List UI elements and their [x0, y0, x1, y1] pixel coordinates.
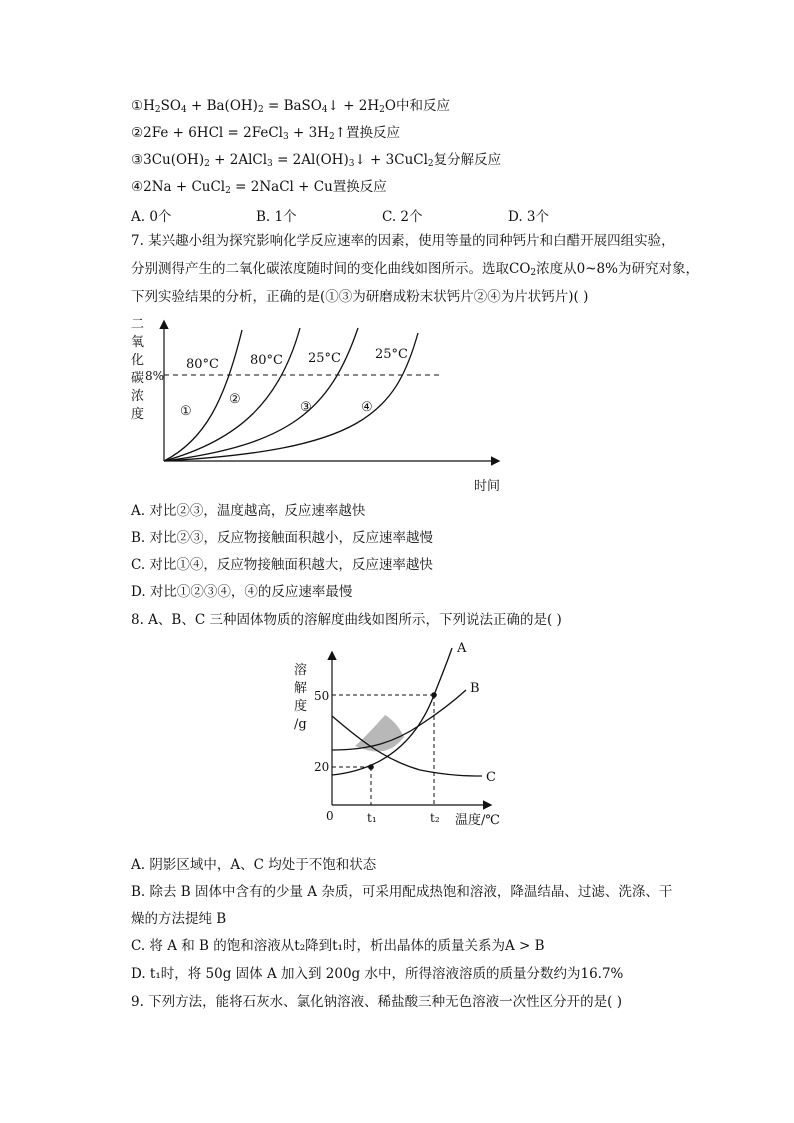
q8-option-d: D. t₁时，将 50g 固体 A 加入到 200g 水中，所得溶液溶质的质量分数约为16.7%	[131, 966, 624, 982]
q8-option-b-line-2: 燥的方法提纯 B	[131, 911, 227, 927]
q7-option-a: A. 对比②③，温度越高，反应速率越快	[131, 503, 366, 519]
q7-option-d: D. 对比①②③④，④的反应速率最慢	[131, 584, 353, 600]
chart7-series-label-1: ①	[180, 404, 192, 419]
chart7-curve-4	[164, 333, 418, 461]
q6-option-a: A. 0个	[131, 209, 172, 225]
chart8-point-t2	[431, 692, 437, 698]
chart8-ytick-20: 20	[314, 760, 330, 774]
q6-option-b: B. 1个	[256, 209, 297, 225]
chart8-xtick-t1: t₁	[367, 811, 377, 825]
chart7-curve-2	[164, 328, 300, 461]
chart7-temp-1: 80°C	[186, 357, 219, 372]
chart7-ylabel-2: 氧	[131, 335, 145, 350]
chart7-ylabel-1: 二	[131, 317, 145, 332]
chart7-series-label-3: ③	[300, 400, 312, 415]
chart8-ylabel-2: 解	[294, 681, 308, 696]
chart8-point-t1	[368, 764, 374, 770]
chart8-ylabel-3: 度	[294, 699, 308, 714]
chart8-label-a: A	[457, 641, 467, 656]
q7-option-c: C. 对比①④，反应物接触面积越大，反应速率越快	[131, 557, 433, 573]
chart7-ylabel-6: 度	[131, 407, 145, 422]
chart7-xlabel: 时间	[474, 479, 501, 494]
chart8-shaded-region	[355, 715, 404, 751]
chart8-ylabel-1: 溶	[294, 663, 308, 678]
chart7-temp-4: 25°C	[375, 347, 408, 362]
chart8-curve-c	[332, 716, 482, 776]
chart7-ylabel-4: 碳	[131, 371, 145, 386]
chart7-series-label-2: ②	[229, 392, 241, 407]
chart7-curve-3	[164, 328, 358, 461]
q9-stem: 9. 下列方法，能将石灰水、氯化钠溶液、稀盐酸三种无色溶液一次性区分开的是( )	[131, 994, 622, 1010]
q7-stem-line-3: 下列实验结果的分析，正确的是(①③为研磨成粉末状钙片②④为片状钙片)( )	[131, 289, 589, 305]
q8-option-b-line-1: B. 除去 B 固体中含有的少量 A 杂质，可采用配成热饱和溶液，降温结晶、过滤、洗涤、干	[131, 884, 673, 900]
q7-option-b: B. 对比②③，反应物接触面积越小，反应速率越慢	[131, 530, 434, 546]
reaction-3: $③3Cu(OH)_2$ + 2AlCl$_3$ = $2Al(OH)_3↓$ + 3CuCl$_2$复分解反应	[131, 152, 502, 169]
chart7-curve-1	[164, 330, 242, 461]
q6-option-d: D. 3个	[508, 209, 550, 225]
chart8-xlabel: 温度/℃	[455, 813, 500, 828]
reaction-4: ④2Na + CuCl$_2$ = 2NaCl + Cu置换反应	[131, 179, 387, 196]
chart8-curve-b	[332, 690, 466, 750]
chart8-label-c: C	[486, 770, 496, 785]
chart8-origin: 0	[326, 809, 334, 823]
q7-stem-line-2: 分别测得产生的二氧化碳浓度随时间的变化曲线如图所示。选取$CO_2$浓度从0~8%为研究对象，	[131, 261, 699, 278]
chart8-ytick-50: 50	[314, 689, 330, 703]
q6-option-c: C. 2个	[382, 209, 423, 225]
chart7-series-label-4: ④	[361, 400, 373, 415]
chart7-temp-3: 25°C	[308, 351, 341, 366]
chart7-ylabel-3: 化	[131, 353, 145, 368]
chart8-ylabel-4: /g	[294, 717, 307, 732]
q8-option-c: C. 将 A 和 B 的饱和溶液从t₂降到t₁时，析出晶体的质量关系为A > B	[131, 938, 545, 954]
chart8-label-b: B	[470, 681, 480, 696]
chart8-curve-a	[332, 648, 452, 775]
reaction-2: ②2Fe + 6HCl = 2FeCl$_3$ + $3H_2↑$置换反应	[131, 125, 401, 142]
q8-stem: 8. A、B、C 三种固体物质的溶解度曲线如图所示，下列说法正确的是( )	[131, 612, 562, 628]
chart7-temp-2: 80°C	[250, 353, 283, 368]
q7-stem-line-1: 7. 某兴趣小组为探究影响化学反应速率的因素，使用等量的同种钙片和白醋开展四组实验，	[131, 233, 675, 249]
chart7-threshold-label: 8%	[145, 369, 165, 383]
reaction-1: $①H_2SO_4 + Ba(OH)_2$ = BaSO$_4$↓ + $2H_2O$中和反应	[131, 98, 450, 115]
chart7-ylabel-5: 浓	[131, 389, 145, 404]
chart8-xtick-t2: t₂	[430, 811, 440, 825]
q8-option-a: A. 阴影区域中，A、C 均处于不饱和状态	[131, 857, 377, 873]
